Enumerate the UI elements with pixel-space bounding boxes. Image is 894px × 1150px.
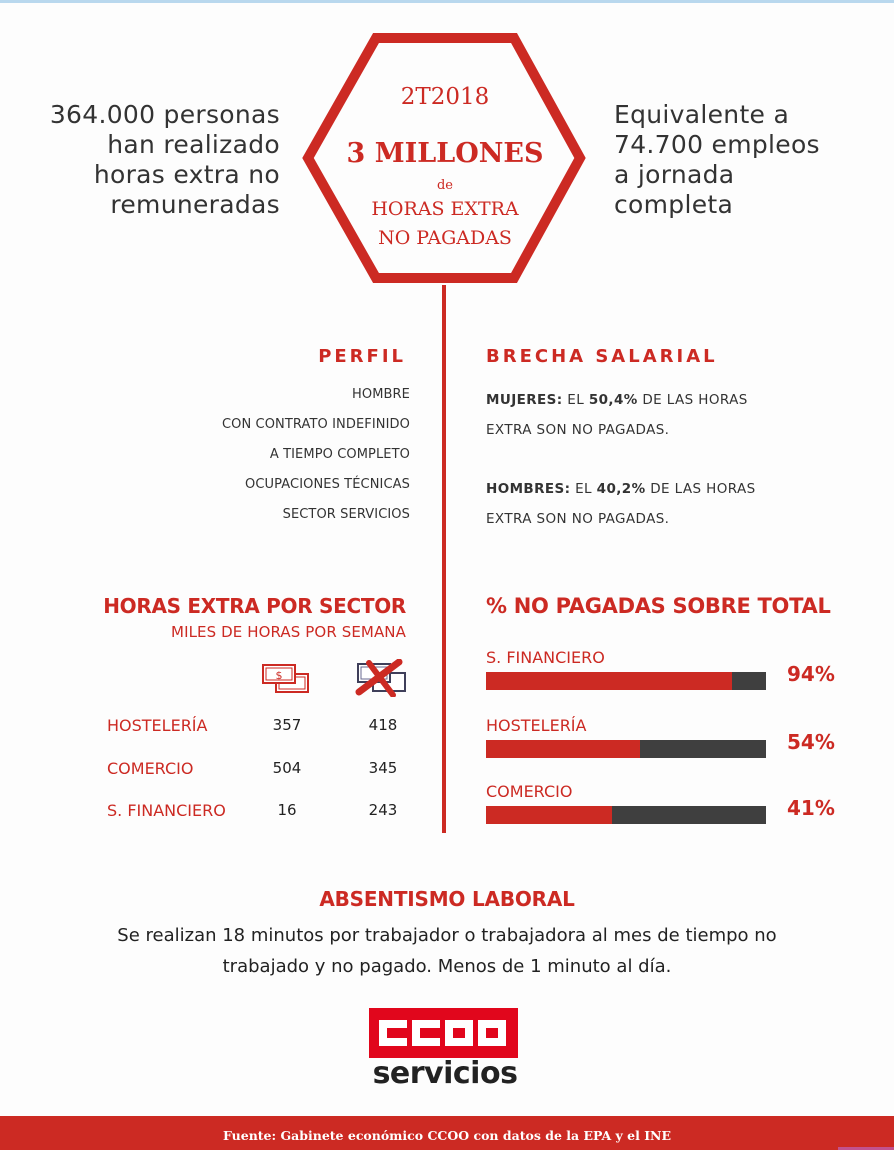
absentismo-body xyxy=(80,920,814,982)
unpaid-hours: 345 xyxy=(368,759,398,777)
pct-bar-value: 41% xyxy=(787,796,835,820)
pct-bar-track xyxy=(486,740,766,758)
period-label: 2T2018 xyxy=(400,84,490,110)
unpaid-hours: 418 xyxy=(368,716,398,734)
headline-line-1: HORAS EXTRA xyxy=(371,198,519,220)
people-stat xyxy=(20,100,280,220)
mujeres-post: DE LAS HORAS xyxy=(637,392,748,408)
jobs-stat-line: 74.700 empleos xyxy=(614,130,820,159)
mujeres-pre: EL xyxy=(562,392,589,408)
people-stat-line: horas extra no xyxy=(93,160,280,189)
pct-bar-fill xyxy=(486,740,640,758)
paid-hours: 504 xyxy=(272,759,302,777)
mujeres-value: 50,4% xyxy=(588,392,638,408)
pct-bar-item xyxy=(486,716,846,754)
brecha-title: BRECHA SALARIAL xyxy=(486,346,718,367)
paid-hours: 16 xyxy=(277,801,297,819)
brecha-hombres xyxy=(486,474,816,504)
perfil-item: CON CONTRATO INDEFINIDO xyxy=(221,417,410,432)
sector-table-title: HORAS EXTRA POR SECTOR xyxy=(103,594,406,618)
absentismo-line: Se realizan 18 minutos por trabajador o trabajadora al mes de tiempo no xyxy=(117,925,777,946)
ccoo-logo xyxy=(369,1008,518,1058)
pct-bar-label: HOSTELERÍA xyxy=(486,716,587,735)
top-border xyxy=(0,0,894,3)
sector-row xyxy=(107,716,427,740)
pct-bar-item xyxy=(486,782,846,820)
perfil-item: SECTOR SERVICIOS xyxy=(282,507,410,522)
absentismo-title: ABSENTISMO LABORAL xyxy=(319,887,575,911)
perfil-title: PERFIL xyxy=(318,346,406,367)
logo-servicios-text: servicios xyxy=(372,1056,518,1091)
unpaid-money-crossed-icon xyxy=(355,659,411,697)
pct-bar-item xyxy=(486,648,846,686)
sector-row xyxy=(107,759,427,783)
mujeres-label: MUJERES: xyxy=(486,392,563,408)
jobs-equivalent-stat xyxy=(614,100,874,220)
center-divider xyxy=(442,285,446,833)
perfil-item: A TIEMPO COMPLETO xyxy=(269,447,410,462)
sector-row xyxy=(107,801,427,825)
pct-bar-label: S. FINANCIERO xyxy=(486,648,605,667)
brecha-content xyxy=(486,385,816,534)
people-stat-line: remuneradas xyxy=(110,190,280,219)
unpaid-hours: 243 xyxy=(368,801,398,819)
hombres-label: HOMBRES: xyxy=(486,481,571,497)
brecha-mujeres xyxy=(486,385,816,415)
hombres-pre: EL xyxy=(570,481,597,497)
sector-name: S. FINANCIERO xyxy=(107,801,226,820)
pct-bar-value: 54% xyxy=(787,730,835,754)
people-stat-line: 364.000 personas xyxy=(49,100,280,129)
pct-bar-fill xyxy=(486,806,612,824)
svg-text:$: $ xyxy=(275,669,283,682)
headline-figure: 3 MILLONES xyxy=(346,138,544,169)
paid-hours: 357 xyxy=(272,716,302,734)
sector-name: HOSTELERÍA xyxy=(107,716,208,735)
paid-money-icon xyxy=(262,664,310,694)
pct-bar-value: 94% xyxy=(787,662,835,686)
sector-table-subtitle: MILES DE HORAS POR SEMANA xyxy=(171,623,406,641)
hombres-post: DE LAS HORAS xyxy=(645,481,756,497)
hombres-line2: EXTRA SON NO PAGADAS. xyxy=(486,511,670,527)
footer-source: Fuente: Gabinete económico CCOO con datos de la EPA y el INE xyxy=(223,1128,671,1143)
sector-name: COMERCIO xyxy=(107,759,194,778)
pct-bar-track xyxy=(486,672,766,690)
ccoo-logo-mark-icon xyxy=(369,1008,518,1058)
absentismo-line: trabajado y no pagado. Menos de 1 minuto al día. xyxy=(222,956,672,977)
perfil-item: OCUPACIONES TÉCNICAS xyxy=(245,477,410,492)
hombres-value: 40,2% xyxy=(596,481,646,497)
perfil-item: HOMBRE xyxy=(352,387,410,402)
unpaid-pct-title: % NO PAGADAS SOBRE TOTAL xyxy=(486,594,831,618)
jobs-stat-line: completa xyxy=(614,190,734,219)
pct-bar-track xyxy=(486,806,766,824)
headline-connector: de xyxy=(436,178,453,193)
mujeres-line2: EXTRA SON NO PAGADAS. xyxy=(486,422,670,438)
pct-bar-label: COMERCIO xyxy=(486,782,573,801)
jobs-stat-line: Equivalente a xyxy=(614,100,790,129)
headline-line-2: NO PAGADAS xyxy=(378,227,512,249)
pct-bar-fill xyxy=(486,672,732,690)
perfil-list xyxy=(222,384,410,534)
people-stat-line: han realizado xyxy=(107,130,280,159)
jobs-stat-line: a jornada xyxy=(614,160,735,189)
